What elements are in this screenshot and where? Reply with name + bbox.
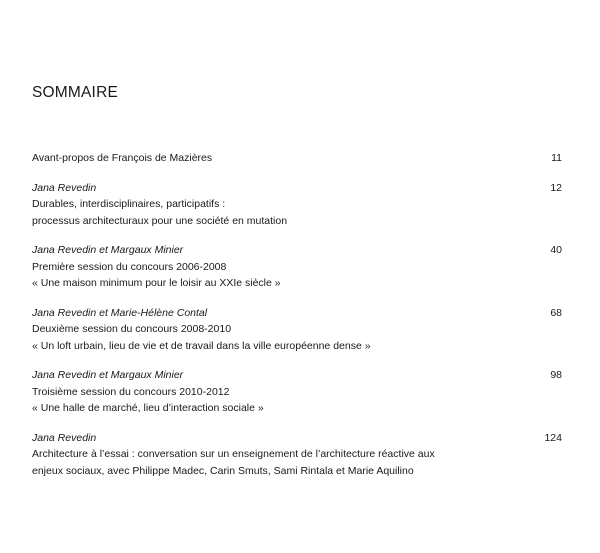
entry-line: processus architecturaux pour une société en mutation — [32, 214, 288, 227]
entry-line: Architecture à l’essai : conversation sur un enseignement de l’architecture réactive aux — [32, 448, 435, 460]
entry-line: Deuxième session du concours 2008-2010 — [32, 323, 232, 335]
entry-author: Jana Revedin et Marie-Hélène Contal — [32, 306, 208, 319]
page-number: 12 — [550, 181, 562, 194]
page-title: SOMMAIRE — [32, 84, 118, 101]
toc-entry-session-2 — [32, 305, 562, 355]
entry-author: Jana Revedin et Margaux Minier — [32, 369, 184, 381]
table-of-contents — [32, 150, 562, 492]
entry-line: « Un loft urbain, lieu de vie et de travail dans la ville européenne dense » — [32, 339, 371, 352]
toc-entry-session-3 — [32, 367, 562, 417]
entry-line: Avant-propos de François de Mazières — [32, 152, 213, 164]
entry-line: Durables, interdisciplinaires, participatifs : — [32, 198, 226, 210]
entry-author: Jana Revedin — [32, 431, 97, 444]
entry-author: Jana Revedin et Margaux Minier — [32, 244, 184, 256]
entry-line: Première session du concours 2006-2008 — [32, 260, 227, 273]
entry-line: « Une halle de marché, lieu d’interaction sociale » — [32, 402, 264, 414]
toc-entry-avant-propos — [32, 150, 562, 167]
page-number: 124 — [544, 431, 562, 444]
entry-line: « Une maison minimum pour le loisir au XXIe siècle » — [32, 277, 281, 289]
entry-author: Jana Revedin — [32, 181, 97, 194]
page-number: 40 — [550, 244, 562, 256]
page-number: 98 — [550, 369, 562, 381]
page-number: 68 — [550, 306, 562, 319]
entry-line: Troisième session du concours 2010-2012 — [32, 385, 230, 398]
entry-line: enjeux sociaux, avec Philippe Madec, Carin Smuts, Sami Rintala et Marie Aquilino — [32, 464, 414, 477]
toc-entry-session-1 — [32, 242, 562, 292]
toc-entry-architecture-essai — [32, 430, 562, 480]
page-number: 11 — [551, 152, 562, 164]
toc-entry-durables — [32, 180, 562, 230]
